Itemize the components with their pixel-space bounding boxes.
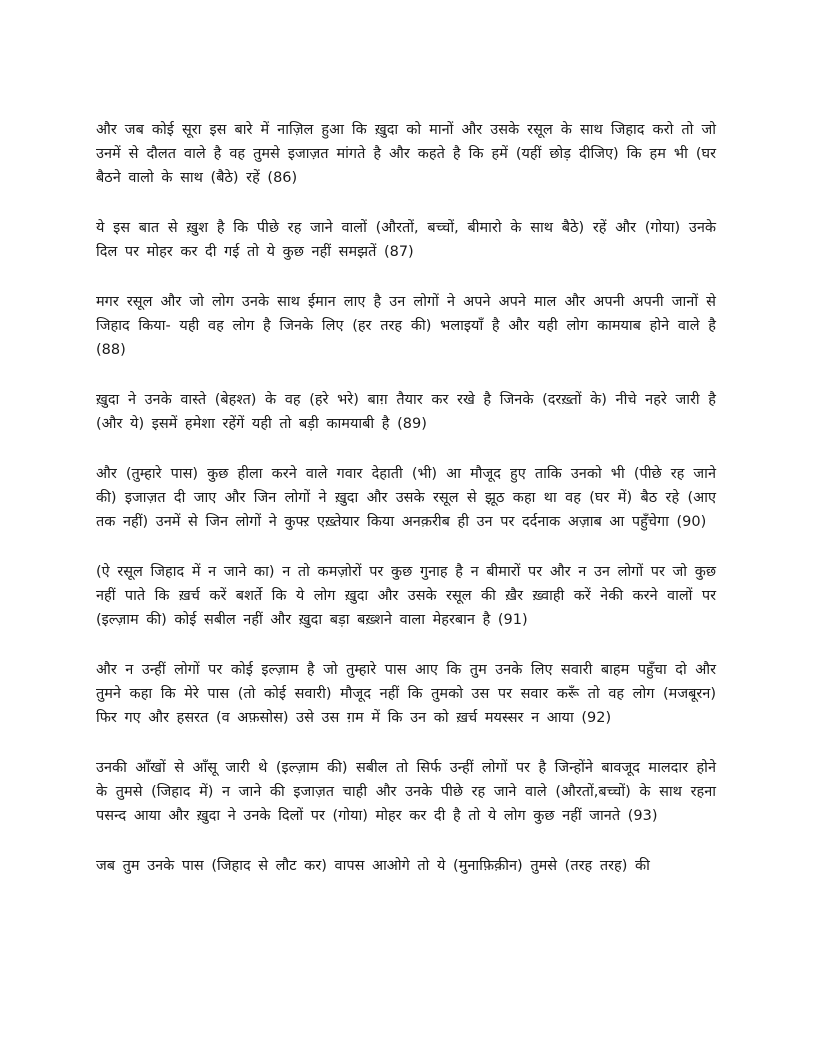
- verse-paragraph-86: और जब कोई सूरा इस बारे में नाज़िल हुआ कि ख़ुदा को मानों और उसके रसूल के साथ जिहाद करो तो जो उनमें से दौलत वाले है वह तुमसे इजाज़त मांगते है और कहते है कि हमें (यहीं छोड़ दीजिए) कि हम भी (घर बैठने वालो के साथ (बैठे) रहें (86): [96, 122, 716, 186]
- verse-paragraph-89: ख़ुदा ने उनके वास्ते (बेहश्त) के वह (हरे भरे) बाग़ तैयार कर रखे है जिनके (दरख़्तों के) नीचे नहरे जारी है (और ये) इसमें हमेशा रहेंगें यही तो बड़ी कामयाबी है (89): [96, 392, 716, 432]
- verse-paragraph-93: उनकी आँखों से आँसू जारी थे (इल्ज़ाम की) सबील तो सिर्फ उन्हीं लोगों पर है जिन्होंने बावजूद मालदार होने के तुमसे (जिहाद में) न जाने की इजाज़त चाही और उनके पीछे रह जाने वाले (औरतों,बच्चों) के साथ रहना पसन्द आया और ख़ुदा ने उनके दिलों पर (गोया) मोहर कर दी है तो ये लोग कुछ नहीं जानते (93): [96, 760, 716, 824]
- verse-paragraph-91: (ऐ रसूल जिहाद में न जाने का) न तो कमज़ोरों पर कुछ गुनाह है न बीमारों पर और न उन लोगों पर जो कुछ नहीं पाते कि ख़र्च करें बशर्ते कि ये लोग ख़ुदा और उसके रसूल की ख़ैर ख़्वाही करें नेकी करने वालों पर (इल्ज़ाम की) कोई सबील नहीं और ख़ुदा बड़ा बख़्शने वाला मेहरबान है (91): [96, 564, 716, 628]
- verse-paragraph-90: और (तुम्हारे पास) कुछ हीला करने वाले गवार देहाती (भी) आ मौजूद हुए ताकि उनको भी (पीछे रह जाने की) इजाज़त दी जाए और जिन लोगों ने ख़ुदा और उसके रसूल से झूठ कहा था वह (घर में) बैठ रहे (आए तक नहीं) उनमें से जिन लोगों ने कुफ्ऱ एख़्तेयार किया अनक़रीब ही उन पर दर्दनाक अज़ाब आ पहुँचेगा (90): [96, 466, 716, 530]
- verse-paragraph-92: और न उन्हीं लोगों पर कोई इल्ज़ाम है जो तुम्हारे पास आए कि तुम उनके लिए सवारी बाहम पहुँचा दो और तुमने कहा कि मेरे पास (तो कोई सवारी) मौजूद नहीं कि तुमको उस पर सवार करूँ तो वह लोग (मजबूरन) फिर गए और हसरत (व अफ़सोस) उसे उस ग़म में कि उन को ख़र्च मयस्सर न आया (92): [96, 662, 716, 726]
- verse-paragraph-88: मगर रसूल और जो लोग उनके साथ ईमान लाए है उन लोगों ने अपने अपने माल और अपनी अपनी जानों से जिहाद किया- यही वह लोग है जिनके लिए (हर तरह की) भलाइयाँ है और यही लोग कामयाब होने वाले है (88): [96, 294, 716, 358]
- verse-paragraph-87: ये इस बात से ख़ुश है कि पीछे रह जाने वालों (औरतों, बच्चों, बीमारो के साथ बैठे) रहें और (गोया) उनके दिल पर मोहर कर दी गई तो ये कुछ नहीं समझतें (87): [96, 220, 716, 260]
- text-column: [96, 118, 716, 904]
- verse-paragraph-94-partial: जब तुम उनके पास (जिहाद से लौट कर) वापस आओगे तो ये (मुनाफ़िक़ीन) तुमसे (तरह तरह) की: [96, 858, 650, 874]
